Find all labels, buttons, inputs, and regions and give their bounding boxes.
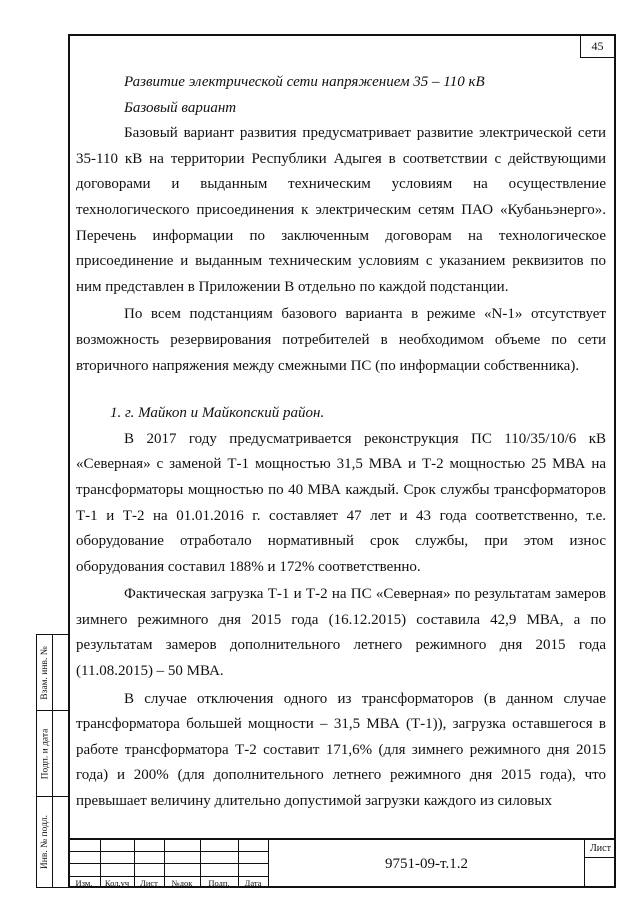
side-stamp xyxy=(36,634,68,888)
heading-base-variant: Базовый вариант xyxy=(124,99,237,116)
side-cell-vzam xyxy=(37,635,53,711)
sheet-label: Лист xyxy=(585,840,616,858)
side-value-podp xyxy=(53,711,69,797)
side-cell-podp xyxy=(37,711,53,797)
tb-label-podp: Подп. xyxy=(208,878,230,888)
tb-label-list: Лист xyxy=(140,878,158,888)
tb-label-koluch: Кол.уч xyxy=(104,878,130,888)
side-value-inv xyxy=(53,797,69,887)
section-title-maykop: 1. г. Майкоп и Майкопский район. xyxy=(110,405,325,422)
paragraph-section-1: В 2017 году предусматривается реконструкция ПС 110/35/10/6 кВ «Северная» с заменой Т-1 мощностью 31,5 МВА и Т-2 мощностью 25 МВА на трансформаторы мощностью по 40 МВА каждый. Срок службы трансформаторов Т-1 и Т-2 на 01.01.2016 г. составляет 47 лет и 43 года соответственно, т.е. оборудование отработало нормативный срок службы, при этом износ оборудования составил 188% и 172% соответственно. xyxy=(76,430,606,575)
title-block-sheet xyxy=(584,840,616,888)
title-block xyxy=(68,838,616,888)
tb-label-data: Дата xyxy=(244,878,262,888)
heading-network-development: Развитие электрической сети напряжением 35 – 110 кВ xyxy=(124,74,485,90)
side-cell-inv xyxy=(37,797,53,887)
side-label-inv: Инв. № подл. xyxy=(40,814,51,870)
side-label-vzam: Взам. инв. № xyxy=(40,645,51,700)
tb-label-izm: Изм. xyxy=(75,878,93,888)
side-stamp-value-column xyxy=(53,635,69,887)
tb-label-ndok: №док xyxy=(171,878,193,888)
page-number: 45 xyxy=(580,36,614,58)
paragraph-intro-1: Базовый вариант развития предусматривает развитие электрической сети 35-110 кВ на территории Республики Адыгея в соответствии с действующими договорами и выданным техническим условиям на осуществление технологического присоединения к электрическим сетям ПАО «Кубаньэнерго». Перечень информации по заключенным договорам на технологическое присоединение и выданным техническим условиям с указанием реквизитов по ним представлен в Приложении В отдельно по каждой подстанции. xyxy=(76,125,606,295)
side-value-vzam xyxy=(53,635,69,711)
paragraph-section-3: В случае отключения одного из трансформаторов (в данном случае трансформатора большей мощности – 31,5 МВА (Т-1)), загрузка оставшегося в работе трансформатора Т-2 составит 171,6% (для зимнего режимного дня 2015 года) и 200% (для дополнительного летнего режимного дня 2015 года), что превышает величину длительно допустимой загрузки каждого из силовых xyxy=(76,690,606,810)
side-label-podp: Подп. и дата xyxy=(40,728,51,779)
paragraph-section-2: Фактическая загрузка Т-1 и Т-2 на ПС «Северная» по результатам замеров зимнего режимного дня 2015 года (16.12.2015) составила 42,9 МВА, а по результатам замеров дополнительного летнего режимного дня 2015 года (11.08.2015) – 50 МВА. xyxy=(76,586,606,680)
side-stamp-label-column xyxy=(37,635,53,887)
document-body xyxy=(76,70,606,815)
paragraph-intro-2: По всем подстанциям базового варианта в режиме «N-1» отсутствует возможность резервирования потребителей в необходимом объеме по сети вторичного напряжения между смежными ПС (по информации собственника). xyxy=(76,306,606,374)
title-block-grid xyxy=(68,840,268,888)
document-code: 9751-09-т.1.2 xyxy=(268,840,584,888)
